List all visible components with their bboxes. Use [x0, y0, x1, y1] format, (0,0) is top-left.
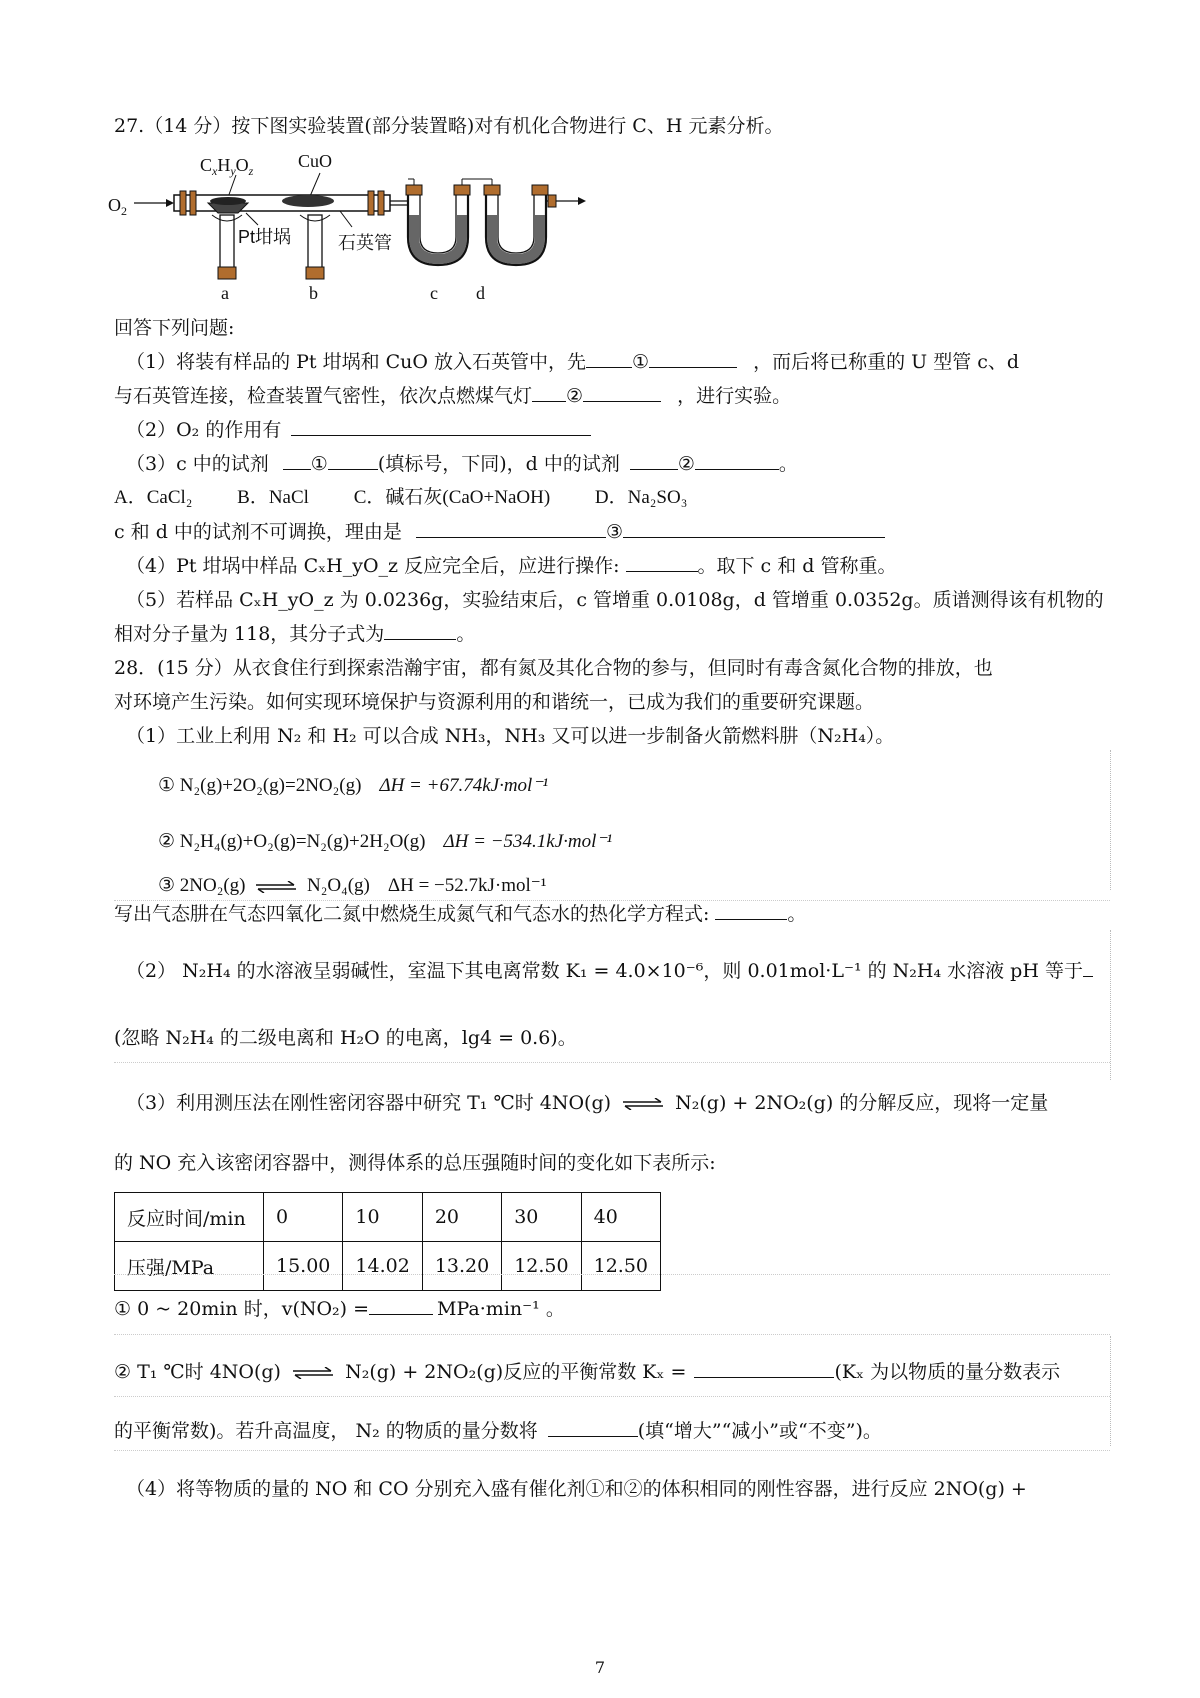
table-cell: 12.50	[502, 1242, 581, 1291]
q28-part2-line2: (忽略 N₂H₄ 的二级电离和 H₂O 的电离，lg4 = 0.6)。	[114, 1027, 577, 1049]
q27-prompt: 回答下列问题:	[114, 317, 235, 339]
q28-part2-line1: （2） N₂H₄ 的水溶液呈弱碱性，室温下其电离常数 K₁ = 4.0×10⁻⁶，则 0.01mol·L⁻¹ 的 N₂H₄ 水溶液 pH 等于	[126, 958, 1093, 984]
page-number: 7	[594, 1658, 606, 1677]
q27-part5-line1: （5）若样品 CₓH_yO_z 为 0.0236g，实验结束后，c 管增重 0.0108g，d 管增重 0.0352g。质谱测得该有机物的	[126, 589, 1104, 611]
table-cell: 40	[581, 1193, 660, 1242]
table-cell: 13.20	[422, 1242, 501, 1291]
label-d: d	[476, 283, 485, 303]
table-row	[115, 1193, 661, 1242]
option-c: C．碱石灰(CaO+NaOH)	[353, 487, 551, 508]
q28-part3-line1: （3）利用测压法在刚性密闭容器中研究 T₁ ℃时 4NO(g) N₂(g) + 2NO₂(g) 的分解反应，现将一定量	[126, 1092, 1049, 1114]
q27-part1-line2: 与石英管连接，检查装置气密性，依次点燃煤气灯 ② ，进行实验。	[114, 385, 792, 407]
table-cell: 30	[502, 1193, 581, 1242]
table-cell: 12.50	[581, 1242, 660, 1291]
q27-part3: （3）c 中的试剂 ① (填标号，下同)，d 中的试剂 ② 。	[126, 453, 798, 475]
q27-options	[114, 485, 687, 511]
equilibrium-arrow-icon	[254, 881, 298, 893]
label-pt: Pt坩埚	[238, 227, 292, 247]
equation-1: ① N₂(g)+2O₂(g)=2NO₂(g) ΔH = +67.74kJ·mol⁻¹	[158, 775, 549, 796]
label-b: b	[309, 283, 318, 303]
table-cell: 0	[264, 1193, 343, 1242]
label-quartz: 石英管	[338, 233, 392, 253]
label-a: a	[221, 283, 229, 303]
q27-part4: （4）Pt 坩埚中样品 CₓH_yO_z 反应完全后，应进行操作: 。取下 c 和 d 管称重。	[126, 555, 897, 577]
label-c: c	[430, 283, 438, 303]
q28-sub2-line2: 的平衡常数)。若升高温度， N₂ 的物质的量分数将 (填“增大”“减小”或“不变”)。	[114, 1420, 882, 1442]
table-cell: 压强/MPa	[115, 1242, 264, 1291]
label-sample: $C_xH_yO_z$	[200, 155, 254, 178]
q28-sub2-line1: ② T₁ ℃时 4NO(g) N₂(g) + 2NO₂(g)反应的平衡常数 Kₓ = (Kₓ 为以物质的量分数表示	[114, 1361, 1061, 1383]
equilibrium-arrow-icon	[291, 1367, 335, 1379]
q28-part4: （4）将等物质的量的 NO 和 CO 分别充入盛有催化剂①和②的体积相同的刚性容器，进行反应 2NO(g) +	[126, 1478, 1027, 1500]
label-cuo: CuO	[298, 155, 333, 171]
q28-sub1: ① 0 ~ 20min 时，v(NO₂) = MPa·min⁻¹ 。	[114, 1298, 565, 1320]
q27-header: 27.（14 分）按下图实验装置(部分装置略)对有机化合物进行 C、H 元素分析。	[114, 115, 784, 137]
table-cell: 14.02	[343, 1242, 422, 1291]
q27-part5-line2: 相对分子量为 118，其分子式为 。	[114, 623, 476, 645]
q28-header-line1: 28．(15 分）从衣食住行到探索浩瀚宇宙，都有氮及其化合物的参与，但同时有毒含氮化合物的排放，也	[114, 657, 993, 679]
equilibrium-arrow-icon	[621, 1098, 665, 1110]
option-a: A．CaCl₂	[114, 487, 193, 508]
q27-reason: c 和 d 中的试剂不可调换，理由是 ③	[114, 519, 885, 545]
pressure-table	[114, 1192, 661, 1291]
table-cell: 15.00	[264, 1242, 343, 1291]
quartz-tube	[174, 195, 390, 211]
q28-part1: （1）工业上利用 N₂ 和 H₂ 可以合成 NH₃，NH₃ 又可以进一步制备火箭燃料肼（N₂H₄）。	[126, 725, 895, 747]
table-row	[115, 1242, 661, 1291]
q27-part1-line1: （1）将装有样品的 Pt 坩埚和 CuO 放入石英管中，先 ① ，而后将已称重的 U 型管 c、d	[126, 351, 1020, 373]
option-b: B．NaCl	[237, 487, 309, 508]
q28-part1-task: 写出气态肼在气态四氧化二氮中燃烧生成氮气和气态水的热化学方程式: 。	[114, 903, 807, 925]
q27-part2: （2）O₂ 的作用有	[126, 417, 591, 443]
apparatus-diagram	[108, 155, 628, 305]
label-o2: $O_2$	[108, 195, 127, 218]
equation-2: ② N₂H₄(g)+O₂(g)=N₂(g)+2H₂O(g) ΔH = −534.1kJ·mol⁻¹	[158, 831, 613, 852]
option-d: D．Na₂SO₃	[594, 487, 688, 508]
q28-part3-line2: 的 NO 充入该密闭容器中，测得体系的总压强随时间的变化如下表所示:	[114, 1152, 716, 1174]
q28-header-line2: 对环境产生污染。如何实现环境保护与资源利用的和谐统一，已成为我们的重要研究课题。	[114, 691, 875, 713]
table-cell: 20	[422, 1193, 501, 1242]
equation-3: ③ 2NO₂(g) N₂O₄(g) ΔH = −52.7kJ·mol⁻¹	[158, 875, 547, 896]
table-cell: 反应时间/min	[115, 1193, 264, 1242]
table-cell: 10	[343, 1193, 422, 1242]
